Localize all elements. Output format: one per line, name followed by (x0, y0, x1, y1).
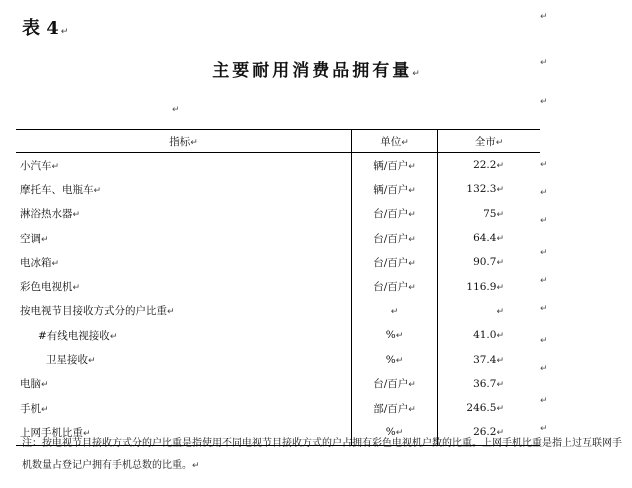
paragraph-mark-icon: ↵ (496, 306, 504, 317)
row-name: 电脑↵ (20, 378, 49, 391)
row-unit: %↵ (352, 420, 438, 445)
paragraph-mark-icon: ↵ (167, 307, 175, 318)
paragraph-mark-icon: ↵ (540, 58, 548, 68)
row-value: 75↵ (438, 202, 541, 226)
paragraph-mark-icon: ↵ (41, 234, 49, 245)
paragraph-mark-icon: ↵ (72, 283, 81, 294)
paragraph-mark-icon: ↵ (192, 461, 200, 471)
paragraph-mark-icon: ↵ (41, 380, 49, 391)
paragraph-mark-icon: ↵ (395, 331, 404, 342)
row-unit: 台/百户↵ (352, 274, 438, 298)
row-name: 小汽车↵ (20, 159, 60, 172)
table-row (16, 177, 540, 201)
paragraph-mark-icon: ↵ (496, 404, 504, 415)
paragraph-mark-icon: ↵ (395, 428, 404, 439)
paragraph-mark-icon: ↵ (93, 185, 102, 196)
row-value: 37.4↵ (438, 347, 541, 371)
row-unit: 台/百户↵ (352, 202, 438, 226)
row-unit (352, 299, 438, 323)
paragraph-mark-icon: ↵ (540, 424, 548, 434)
row-unit: 台/百户↵ (352, 250, 438, 274)
row-name: #有线电视接收↵ (38, 329, 118, 342)
paragraph-mark-icon: ↵ (540, 396, 548, 406)
row-name: 彩色电视机↵ (20, 281, 81, 294)
paragraph-mark-icon: ↵ (496, 428, 504, 439)
paragraph-mark-icon: ↵ (412, 69, 420, 79)
row-value: 132.3↵ (438, 177, 541, 201)
table-row (16, 299, 540, 323)
paragraph-mark-icon: ↵ (540, 364, 548, 374)
row-name: 手机↵ (20, 402, 49, 415)
paragraph-mark-icon: ↵ (408, 404, 416, 415)
table-row (16, 250, 540, 274)
table-number: 表 4 ↵ (22, 18, 69, 39)
paragraph-mark-icon: ↵ (496, 331, 504, 342)
paragraph-mark-icon: ↵ (496, 355, 504, 366)
paragraph-mark-icon: ↵ (408, 185, 416, 196)
paragraph-mark-icon: ↵ (496, 161, 504, 172)
paragraph-mark-icon: ↵ (408, 210, 416, 221)
paragraph-mark-icon: ↵ (496, 185, 504, 196)
paragraph-mark-icon: ↵ (540, 276, 548, 286)
row-unit: 部/百户↵ (352, 396, 438, 420)
table-row (16, 153, 540, 178)
paragraph-mark-icon: ↵ (540, 160, 548, 170)
row-value: 41.0↵ (438, 323, 541, 347)
paragraph-mark-icon: ↵ (496, 234, 504, 245)
paragraph-mark-icon: ↵ (88, 356, 96, 367)
row-name: 摩托车、电瓶车↵ (20, 183, 102, 196)
row-name: 卫星接收↵ (46, 354, 96, 367)
row-name: 按电视节目接收方式分的户比重↵ (20, 305, 175, 318)
row-unit: 辆/百户↵ (352, 177, 438, 201)
row-value: 90.7↵ (438, 250, 541, 274)
paragraph-mark-icon: ↵ (390, 306, 399, 317)
table-note: 注：按电视节目接收方式分的户比重是指使用不同电视节目接收方式的户占拥有彩色电视机户数的比重。上网手机比重是指上过互联网手机数量占登记户拥有手机总数的比重。↵ (22, 438, 622, 471)
paragraph-mark-icon: ↵ (109, 331, 118, 342)
row-value: 246.5↵ (438, 396, 541, 420)
row-unit: 辆/百户↵ (352, 153, 438, 178)
header-unit: 单位↵ (352, 130, 438, 153)
row-unit: 台/百户↵ (352, 226, 438, 250)
table-row (16, 226, 540, 250)
row-unit: %↵ (352, 323, 438, 347)
table-row (16, 347, 540, 371)
paragraph-mark-icon: ↵ (172, 105, 180, 115)
paragraph-mark-icon: ↵ (408, 380, 416, 391)
row-unit: %↵ (352, 347, 438, 371)
table-row (16, 274, 540, 298)
paragraph-mark-icon: ↵ (540, 304, 548, 314)
paragraph-mark-icon: ↵ (540, 12, 548, 22)
paragraph-mark-icon: ↵ (83, 428, 91, 439)
table-header-row (16, 130, 540, 153)
paragraph-mark-icon: ↵ (408, 258, 416, 269)
paragraph-mark-icon: ↵ (496, 209, 504, 220)
row-value: 36.7↵ (438, 372, 541, 396)
paragraph-mark-icon: ↵ (496, 258, 504, 269)
paragraph-mark-icon: ↵ (408, 234, 416, 245)
table-row (16, 202, 540, 226)
paragraph-mark-icon: ↵ (51, 258, 60, 269)
paragraph-mark-icon: ↵ (540, 97, 548, 107)
row-name: 电冰箱↵ (20, 256, 60, 269)
row-name: 淋浴热水器↵ (20, 208, 81, 221)
row-unit: 台/百户↵ (352, 372, 438, 396)
row-value: 22.2↵ (438, 153, 541, 178)
header-indicator: 指标↵ (16, 130, 352, 153)
paragraph-mark-icon: ↵ (496, 282, 504, 293)
paragraph-mark-icon: ↵ (51, 161, 60, 172)
durable-goods-table (16, 129, 540, 446)
row-value: 64.4↵ (438, 226, 541, 250)
paragraph-mark-icon: ↵ (41, 404, 49, 415)
paragraph-mark-icon: ↵ (540, 248, 548, 258)
paragraph-mark-icon: ↵ (408, 161, 416, 172)
paragraph-mark-icon: ↵ (540, 188, 548, 198)
table-row (16, 396, 540, 420)
paragraph-mark-icon: ↵ (496, 379, 504, 390)
paragraph-mark-icon: ↵ (408, 283, 416, 294)
paragraph-mark-icon: ↵ (540, 216, 548, 226)
row-name: 空调↵ (20, 232, 49, 245)
row-value: 116.9↵ (438, 274, 541, 298)
row-value: 26.2↵ (438, 420, 541, 445)
paragraph-mark-icon: ↵ (395, 355, 404, 366)
paragraph-mark-icon: ↵ (72, 210, 81, 221)
document-title: 主要耐用消费品拥有量↵ (212, 61, 420, 81)
row-value (438, 299, 541, 323)
table-row (16, 323, 540, 347)
paragraph-mark-icon: ↵ (540, 336, 548, 346)
table-row (16, 372, 540, 396)
row-name: 上网手机比重↵ (16, 420, 352, 445)
paragraph-mark-icon: ↵ (60, 27, 69, 37)
header-city: 全市↵ (438, 130, 541, 153)
